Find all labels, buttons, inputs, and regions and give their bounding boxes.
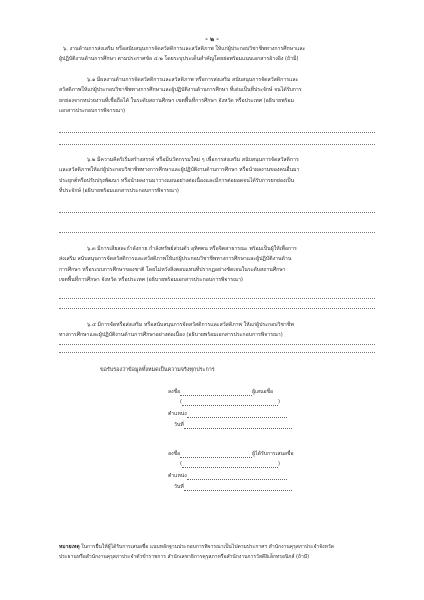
answer-line[interactable] bbox=[59, 212, 375, 213]
name-field[interactable] bbox=[182, 399, 278, 406]
certification-statement: ขอรับรองว่าข้อมูลทั้งหมดเป็นความจริงทุกประการ bbox=[100, 367, 215, 373]
section-6-text bbox=[59, 44, 377, 65]
section-6-3-line-2: ส่งเสริม สนับสนุนการจัดสวัสดิการและสวัสดิภาพให้แก่ผู้ประกอบวิชาชีพทางการศึกษาและผู้ปฏิบัติงานด้าน bbox=[59, 256, 292, 263]
signature-field[interactable] bbox=[180, 389, 252, 396]
signer-2-date-row bbox=[174, 483, 292, 491]
answer-line[interactable] bbox=[59, 144, 375, 145]
answer-line[interactable] bbox=[59, 232, 375, 233]
section-6-2-line-4: ที่ประจักษ์ (อธิบายพร้อมเอกสารประกอบการพิจารณา) bbox=[59, 188, 179, 195]
section-6-1-text bbox=[59, 75, 377, 117]
section-6-4-text bbox=[59, 320, 377, 341]
answer-line[interactable] bbox=[59, 352, 375, 353]
position-label: ตำแหน่ง bbox=[168, 473, 187, 479]
footnote-line-1 bbox=[59, 542, 377, 552]
date-field[interactable] bbox=[184, 484, 292, 491]
answer-line[interactable] bbox=[59, 344, 375, 345]
close-paren: ) bbox=[278, 399, 280, 405]
role-label: ผู้เสนอชื่อ bbox=[252, 389, 274, 395]
sign-label: ลงชื่อ bbox=[168, 389, 181, 395]
section-6-1-line-1: ๖.๑ มีผลงานด้านการจัดสวัสดิการและสวัสดิภาพ หรือการส่งเสริม สนับสนุนการจัดสวัสดิการและ bbox=[87, 77, 299, 83]
sign-label: ลงชื่อ bbox=[168, 451, 181, 457]
section-6-2-text bbox=[59, 155, 377, 197]
role-label: ผู้ได้รับการเสนอชื่อ bbox=[252, 451, 294, 457]
section-6-3-line-4: เขตพื้นที่การศึกษา จังหวัด หรือประเทศ (อธิบายพร้อมเอกสารประกอบการพิจารณา) bbox=[59, 277, 243, 284]
position-label: ตำแหน่ง bbox=[168, 411, 187, 417]
section-6-3-line-3: การศึกษา หรือระบบการศึกษาของชาติ โดยไม่หวังสิ่งตอบแทนที่ปรากฏอย่างชัดเจนในระดับสถานศึกษา bbox=[59, 266, 286, 273]
section-6-1-line-3: ยกย่องจากหน่วยงานที่เชื่อถือได้ ในระดับสถานศึกษา เขตพื้นที่การศึกษา จังหวัด หรือประเทศ (อธิบายพร้อม bbox=[59, 97, 294, 104]
signer-1-position-row bbox=[168, 410, 287, 418]
section-6-2-line-2: และสวัสดิภาพให้แก่ผู้ประกอบวิชาชีพทางการศึกษาและผู้ปฏิบัติงานด้านการศึกษา หรือนำผลงานของคนอื่นมา bbox=[59, 167, 300, 174]
date-label: วันที่ bbox=[174, 484, 184, 490]
close-paren: ) bbox=[278, 461, 280, 467]
footnote bbox=[59, 542, 377, 562]
section-6-4-line-2: ทางการศึกษาและผู้ปฏิบัติงานด้านการศึกษาอย่างต่อเนื่อง (อธิบายพร้อมเอกสารประกอบการพิจารณา) bbox=[59, 332, 283, 339]
position-field[interactable] bbox=[187, 473, 287, 480]
signer-2-sign-row bbox=[168, 450, 294, 458]
date-label: วันที่ bbox=[174, 422, 184, 428]
section-6-line-1: ๖. งานด้านการส่งเสริม หรือสนับสนุนการจัดสวัสดิการและสวัสดิภาพ ให้แก่ผู้ประกอบวิชาชีพทางการศึกษาและ bbox=[63, 46, 306, 52]
signature-field[interactable] bbox=[180, 451, 252, 458]
footnote-label: หมายเหตุ bbox=[59, 544, 80, 550]
section-6-3-line-1: ๖.๓ มีการเสียสละกำลังกาย กำลังทรัพย์ส่วนตัว อุทิศตน หรือจิตสาธารณะ พร้อมเป็นผู้ให้เพื่อการ bbox=[87, 246, 297, 252]
signer-1-date-row bbox=[174, 421, 292, 429]
signer-1-name-row bbox=[180, 399, 280, 406]
signer-1-sign-row bbox=[168, 388, 273, 396]
open-paren: ( bbox=[180, 399, 182, 405]
section-6-1-line-2: สวัสดิภาพให้แก่ผู้ประกอบวิชาชีพทางการศึกษาและผู้ปฏิบัติงานด้านการศึกษา ที่เด่นเป็นที่ประจักษ์ จนได้รับการ bbox=[59, 87, 302, 94]
section-6-3-text bbox=[59, 244, 377, 286]
section-6-1-line-4: เอกสารประกอบการพิจารณา) bbox=[59, 108, 126, 115]
section-6-line-2: ผู้ปฏิบัติงานด้านการศึกษา ตามประกาศข้อ ๔.๒ โดยระบุประเด็นสำคัญโดยย่อพร้อมแนบเอกสารอ้างอิง (ถ้ามี) bbox=[59, 56, 299, 63]
answer-line[interactable] bbox=[59, 298, 375, 299]
open-paren: ( bbox=[180, 461, 182, 467]
footnote-line-2: ประธานหรือสำนักงานคุรุสภาประจำตัวข้าราชการ สำนักเลขาธิการคุรุสภาหรือสำนักงานการวัสดีอิเล็กทรอนิกส์ (ถ้ามี) bbox=[59, 554, 310, 560]
section-6-2-line-1: ๖.๒ มีความคิดริเริ่มสร้างสรรค์ หรือมีนวัตกรรมใหม่ ๆ เพื่อการส่งเสริม สนับสนุนการจัดสวัสดิการ bbox=[87, 157, 299, 163]
signer-2-position-row bbox=[168, 472, 287, 480]
answer-line[interactable] bbox=[59, 308, 375, 309]
section-6-4-line-1: ๖.๔ มีการจัดหรือส่งเสริม หรือสนับสนุนการจัดสวัสดิการและสวัสดิภาพ ให้แก่ผู้ประกอบวิชาชีพ bbox=[87, 322, 294, 328]
date-field[interactable] bbox=[184, 422, 292, 429]
footnote-text-1: ในการยื่นให้ผู้ได้รับการเสนอชื่อ แนบหลักฐานประกอบการพิจารณาเป็นไปตามประกาศฯ สำนักงานคุรุสภาประจำจังหวัด bbox=[81, 544, 334, 550]
answer-line[interactable] bbox=[59, 132, 375, 133]
page-number: - ๒ - bbox=[205, 36, 219, 43]
section-6-2-line-3: ประยุกต์หรือปรับปรุงพัฒนา หรือนำผลงานมาวางแผนอย่างต่อเนื่องและมีการต่อยอดจนได้รับการยกย่องเป็น bbox=[59, 177, 295, 184]
signer-2-name-row bbox=[180, 461, 280, 468]
position-field[interactable] bbox=[187, 411, 287, 418]
name-field[interactable] bbox=[182, 461, 278, 468]
